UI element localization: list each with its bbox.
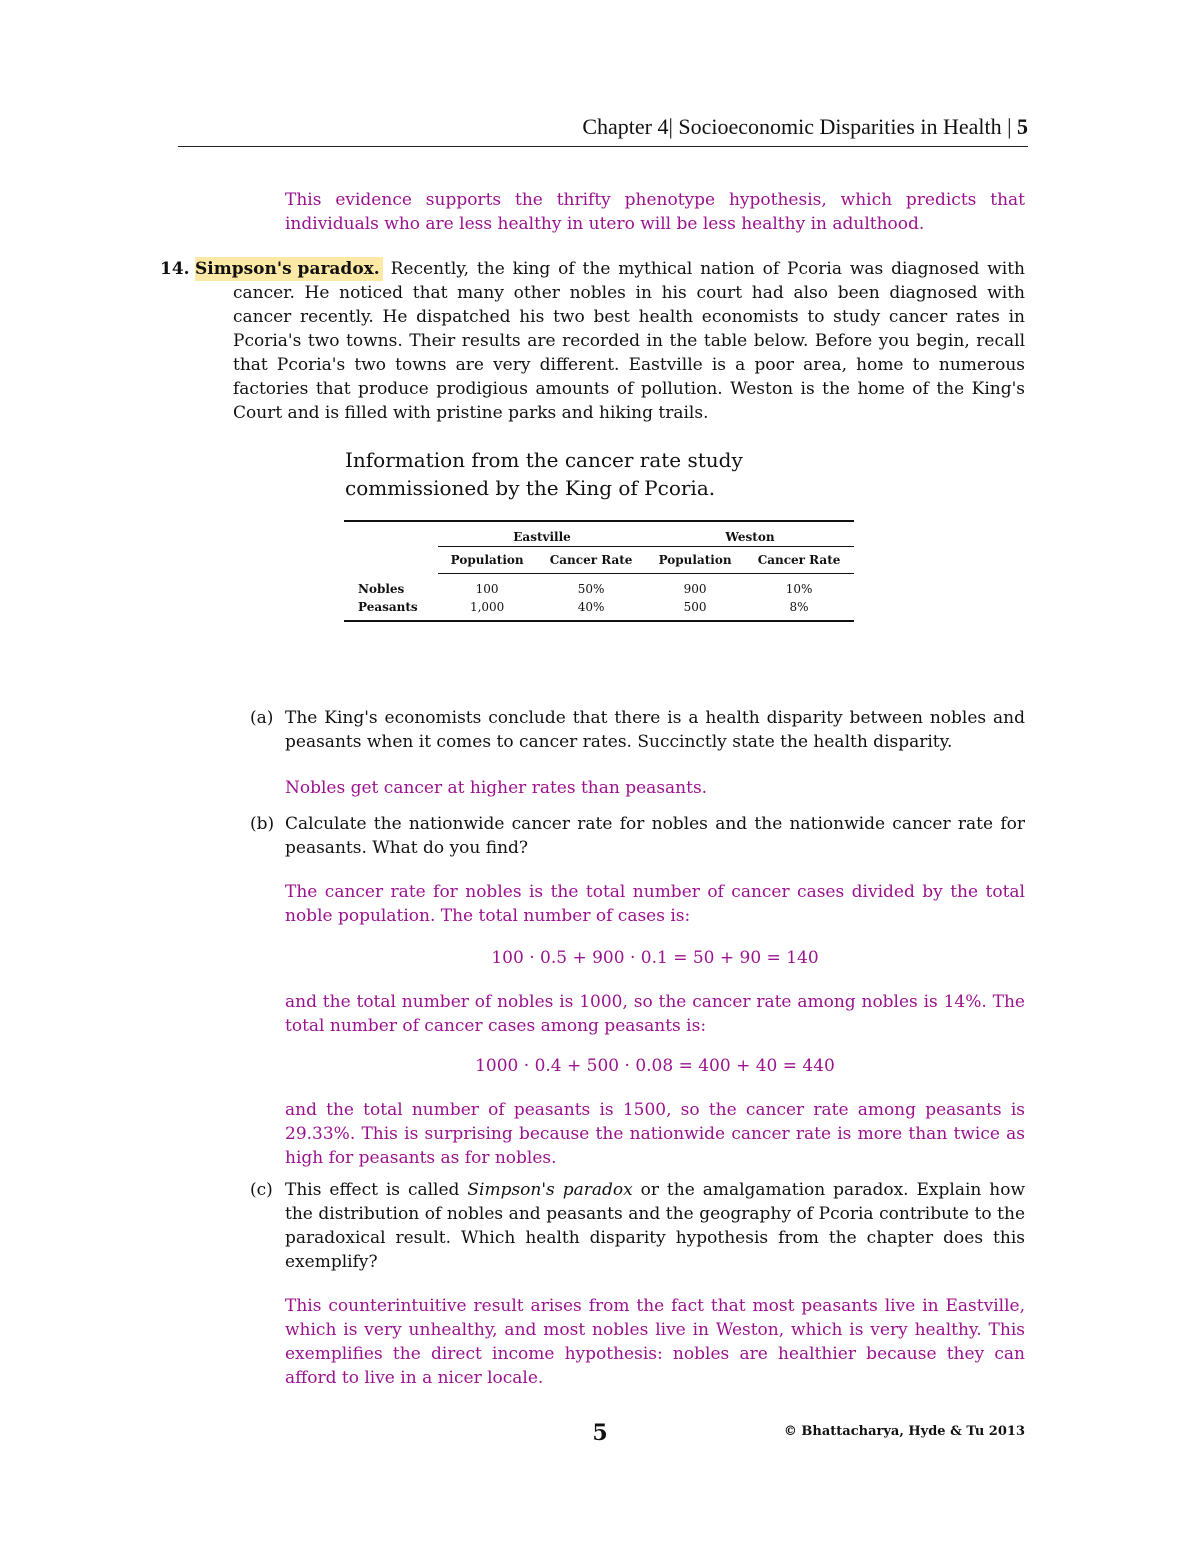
table-cell: 50% [577, 582, 605, 596]
part-c-text [285, 1178, 1025, 1274]
part-b-question [250, 812, 1025, 860]
part-b-label: (b) [250, 814, 275, 834]
column-header: Population [438, 547, 536, 574]
equation-peasants: 1000 · 0.4 + 500 · 0.08 = 400 + 40 = 440 [475, 1056, 835, 1076]
part-b-answer-3: and the total number of peasants is 1500, so the cancer rate among peasants is 29.33%. This is surprising because the nationwide cancer rate is more than twice as high for peasants as for nobles. [285, 1100, 1025, 1168]
chapter-title: Chapter 4| Socioeconomic Disparities in Health | [582, 114, 1012, 139]
part-a-label: (a) [250, 708, 274, 728]
part-c-text-post: or the amalgamation paradox. Explain how the distribution of nobles and peasants and the geography of Pcoria contribute to the paradoxical result. Which health disparity hypothesis from the chapter does this exemplify? [285, 1180, 1026, 1272]
footer-copyright: © Bhattacharya, Hyde & Tu 2013 [783, 1424, 1025, 1439]
part-b-answer-1: The cancer rate for nobles is the total number of cancer cases divided by the total noble population. The total number of cases is: [285, 882, 1025, 926]
column-header: Cancer Rate [744, 547, 854, 574]
part-b-answer-2: and the total number of nobles is 1000, so the cancer rate among nobles is 14%. The total number of cancer cases among peasants is: [285, 992, 1025, 1036]
row-label-nobles: Nobles [358, 581, 405, 596]
group-header-weston: Weston [646, 521, 854, 547]
question-number-highlight [160, 257, 383, 281]
part-c-text-pre: This effect is called [285, 1180, 468, 1200]
intro-answer: This evidence supports the thrifty phenotype hypothesis, which predicts that individuals who are less healthy in utero will be less healthy in adulthood. [285, 190, 1025, 234]
question-text: Recently, the king of the mythical nation of Pcoria was diagnosed with cancer. He noticed that many other nobles in his court had also been diagnosed with cancer recently. He dispatched his two best health economists to study cancer rates in Pcoria's two towns. Their results are recorded in the table below. Before you begin, recall that Pcoria's two towns are very different. Eastville is a poor area, home to numerous factories that produce prodigious amounts of pollution. Weston is the home of the King's Court and is filled with pristine parks and hiking trails. [233, 259, 1025, 423]
row-label-peasants: Peasants [358, 600, 418, 614]
part-c-term: Simpson's paradox [467, 1180, 633, 1200]
header-page-number: 5 [1017, 114, 1028, 139]
table-cell: 10% [785, 582, 813, 596]
part-a-text: The King's economists conclude that there is a health disparity between nobles and peasants when it comes to cancer rates. Succinctly state the health disparity. [285, 708, 1025, 752]
table-caption: Information from the cancer rate study commissioned by the King of Pcoria. [345, 448, 743, 500]
table-cell: 100 [475, 582, 499, 596]
corner-cell [344, 547, 438, 574]
equation-nobles: 100 · 0.5 + 900 · 0.1 = 50 + 90 = 140 [491, 948, 819, 968]
question-number: 14. [160, 259, 190, 279]
column-header: Population [646, 547, 744, 574]
page-header [178, 112, 1028, 147]
footer-page-number: 5 [592, 1420, 608, 1446]
corner-cell [344, 521, 438, 547]
question-title: Simpson's paradox. [194, 259, 380, 279]
column-header: Cancer Rate [536, 547, 646, 574]
table-row [344, 574, 854, 599]
table-row [344, 598, 854, 621]
part-c-question [250, 1178, 1025, 1274]
table-cell: 8% [789, 600, 809, 614]
part-b-text: Calculate the nationwide cancer rate for nobles and the nationwide cancer rate for peasants. What do you find? [285, 814, 1025, 858]
cancer-rate-table [344, 520, 854, 622]
part-a-answer: Nobles get cancer at higher rates than peasants. [285, 778, 708, 798]
table-cell: 1,000 [469, 600, 505, 614]
part-a-question [250, 706, 1025, 754]
question-14 [160, 257, 1025, 425]
part-c-label: (c) [250, 1180, 273, 1200]
part-c-answer: This counterintuitive result arises from the fact that most peasants live in Eastville, which is very unhealthy, and most nobles live in Weston, which is very healthy. This exemplifies the direct income hypothesis: nobles are healthier because they can afford to live in a nicer locale. [285, 1296, 1025, 1388]
group-header-eastville: Eastville [438, 521, 646, 547]
table-cell: 500 [683, 600, 707, 614]
table-cell: 40% [577, 600, 605, 614]
table-cell: 900 [683, 582, 707, 596]
